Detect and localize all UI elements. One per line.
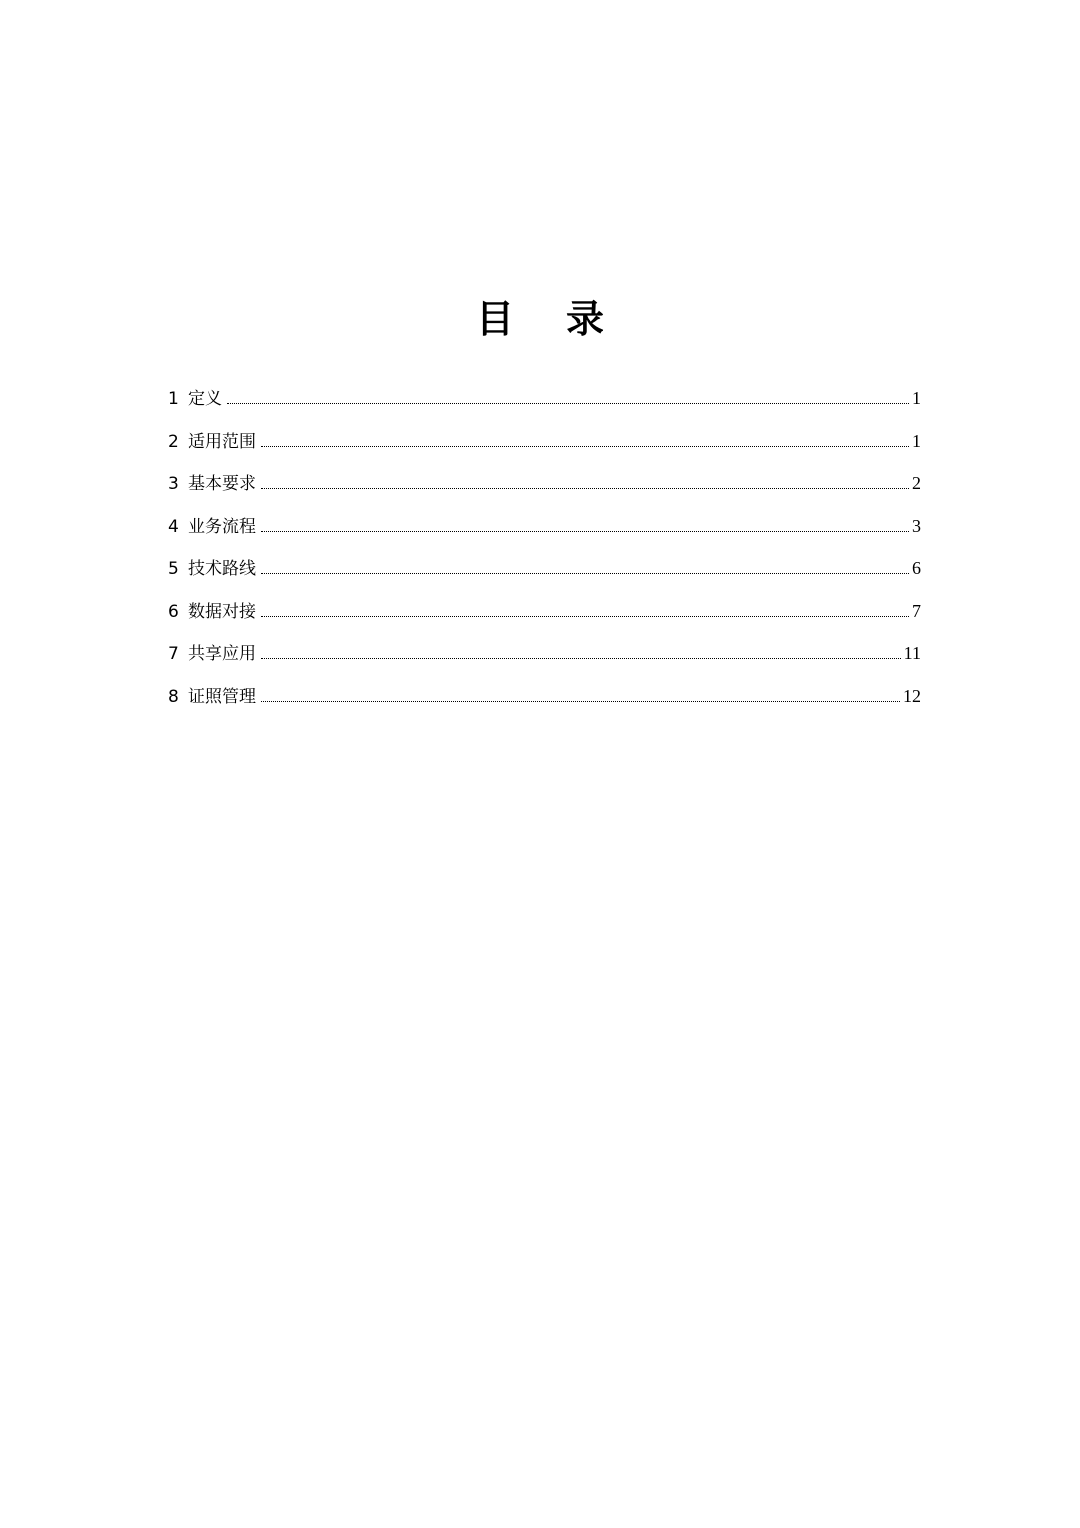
toc-leader-dots: [261, 615, 909, 617]
toc-entry-page: 12: [903, 685, 921, 706]
toc-leader-dots: [227, 402, 909, 404]
toc-entry-label: 适用范围: [188, 431, 256, 452]
toc-entry-number: 5: [168, 559, 179, 579]
toc-leader-dots: [261, 657, 901, 659]
toc-entry-number: 3: [168, 474, 179, 494]
toc-entry-page: 7: [912, 600, 921, 621]
toc-entry-label: 共享应用: [188, 644, 256, 664]
toc-entry-number: 2: [168, 431, 179, 452]
toc-entry-label: 业务流程: [188, 516, 256, 537]
toc-entry-label: 定义: [188, 389, 222, 409]
toc-leader-dots: [261, 572, 909, 574]
toc-title-char-1: 目: [475, 297, 514, 341]
toc-entry-page: 2: [912, 473, 921, 493]
toc-entry-page: 1: [912, 430, 921, 451]
toc-entry-definition[interactable]: [168, 381, 921, 424]
toc-title: [0, 288, 1080, 343]
toc-entry-license-management[interactable]: [168, 679, 921, 722]
toc-entry-data-integration[interactable]: [168, 594, 921, 637]
toc-entry-page: 6: [912, 558, 921, 578]
toc-entry-number: 6: [168, 601, 179, 622]
toc-entry-label: 技术路线: [188, 559, 256, 579]
toc-entry-number: 1: [168, 389, 179, 409]
toc-entry-page: 3: [912, 515, 921, 536]
toc-list: [168, 381, 921, 721]
toc-leader-dots: [261, 487, 909, 489]
toc-entry-technical-route[interactable]: [168, 551, 921, 594]
toc-entry-shared-application[interactable]: [168, 636, 921, 679]
toc-entry-page: 1: [912, 388, 921, 408]
toc-entry-number: 7: [168, 644, 179, 664]
toc-entry-number: 4: [168, 516, 179, 537]
toc-entry-label: 证照管理: [188, 686, 256, 707]
toc-entry-number: 8: [168, 686, 179, 707]
toc-entry-scope[interactable]: [168, 424, 921, 467]
toc-entry-page: 11: [903, 643, 921, 663]
toc-leader-dots: [261, 530, 909, 532]
toc-entry-basic-requirements[interactable]: [168, 466, 921, 509]
toc-leader-dots: [261, 445, 909, 447]
toc-title-char-2: 录: [566, 297, 605, 341]
toc-entry-label: 基本要求: [188, 474, 256, 494]
toc-entry-business-process[interactable]: [168, 509, 921, 552]
toc-entry-label: 数据对接: [188, 601, 256, 622]
toc-leader-dots: [261, 700, 900, 702]
